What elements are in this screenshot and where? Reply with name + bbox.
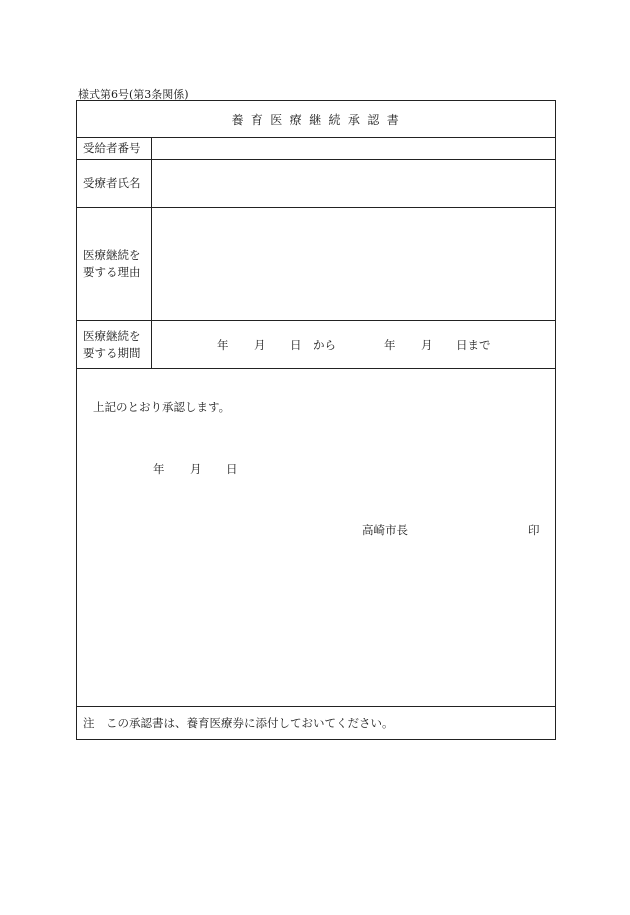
approval-day: 日 — [226, 462, 238, 476]
recipient-number-label: 受給者番号 — [83, 141, 141, 155]
patient-name-label: 受療者氏名 — [83, 176, 141, 190]
reason-label-line1: 医療継続を — [83, 248, 141, 262]
form-number: 様式第6号(第3条関係) — [78, 88, 189, 101]
period-end-year: 年 — [384, 338, 396, 352]
period-start-month: 月 — [254, 338, 266, 352]
period-start-day: 日 — [290, 338, 302, 352]
period-label-line2: 要する期間 — [83, 346, 141, 360]
divider — [77, 207, 555, 208]
reason-label-line2: 要する理由 — [83, 265, 141, 279]
period-end-month: 月 — [421, 338, 433, 352]
divider — [77, 159, 555, 160]
divider — [77, 137, 555, 138]
seal-mark: 印 — [528, 523, 540, 537]
period-from: から — [313, 338, 336, 352]
signer-title: 高崎市長 — [362, 523, 408, 537]
period-start-year: 年 — [217, 338, 229, 352]
divider — [77, 706, 555, 707]
approval-year: 年 — [153, 462, 165, 476]
form-title: 養 育 医 療 継 続 承 認 書 — [231, 112, 401, 127]
divider — [77, 320, 555, 321]
footnote: 注 この承認書は、養育医療券に添付しておいてください。 — [83, 716, 394, 730]
period-label-line1: 医療継続を — [83, 329, 141, 343]
label-column-divider — [151, 137, 152, 368]
divider — [77, 368, 555, 369]
approval-month: 月 — [190, 462, 202, 476]
period-end-day-until: 日まで — [456, 338, 491, 352]
approval-form — [76, 100, 556, 740]
approval-statement: 上記のとおり承認します。 — [93, 400, 231, 414]
